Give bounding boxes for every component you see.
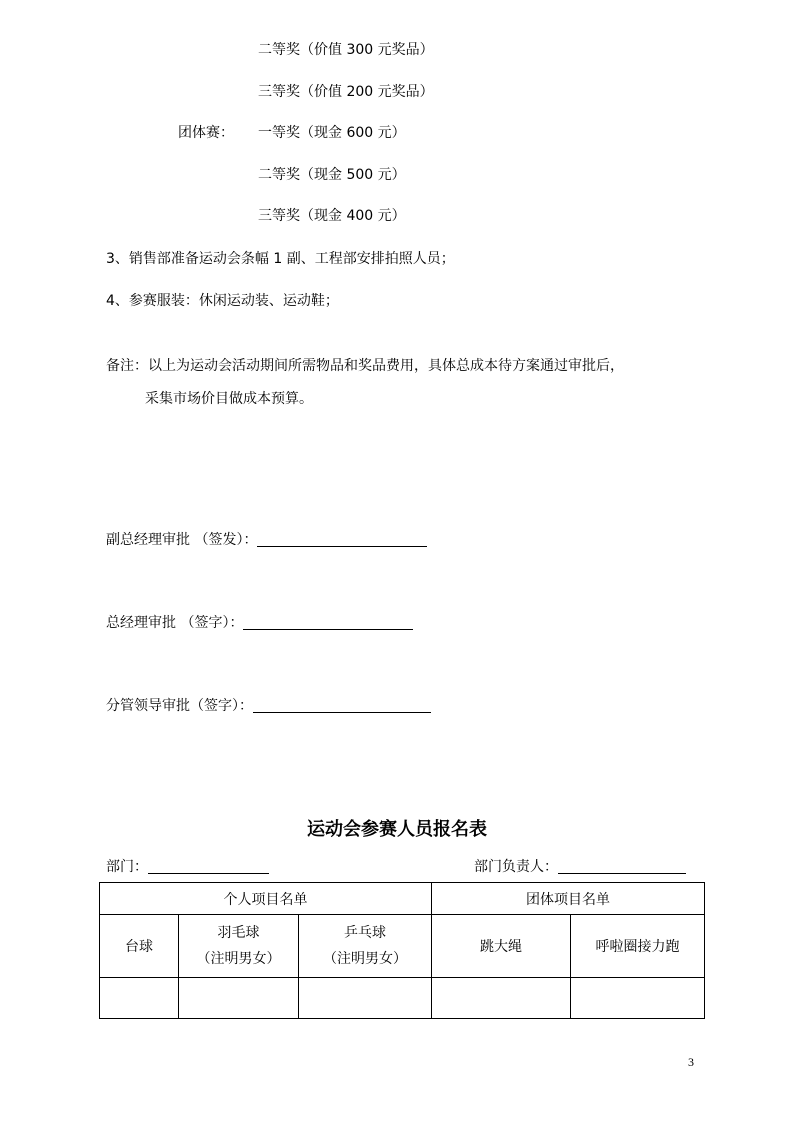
item-3: 3、销售部准备运动会条幅 1 副、工程部安排拍照人员； [106, 251, 455, 267]
signature-line[interactable] [253, 698, 431, 713]
group-team-header: 团体项目名单 [432, 883, 705, 915]
col-pingpong-note: （注明男女） [323, 951, 407, 967]
prize-team-second: 二等奖（现金 500 元） [258, 167, 406, 183]
table-row [100, 978, 705, 1019]
department-input-line[interactable] [148, 859, 269, 874]
col-badminton [179, 915, 299, 978]
table-cell[interactable] [571, 978, 705, 1019]
col-pingpong-label: 乒乓球 [344, 925, 386, 941]
approval-leader-label: 分管领导审批（签字）： [106, 698, 253, 714]
prize-team-first: 一等奖（现金 600 元） [258, 125, 406, 141]
person-in-charge-label: 部门负责人： [474, 859, 558, 875]
group-individual-header: 个人项目名单 [100, 883, 432, 915]
table-subheader-row [100, 915, 705, 978]
person-in-charge-input-line[interactable] [558, 859, 686, 874]
page-number: 3 [688, 1055, 694, 1069]
note-line-1: 备注：以上为运动会活动期间所需物品和奖品费用，具体总成本待方案通过审批后， [106, 358, 624, 374]
col-billiards: 台球 [100, 915, 179, 978]
col-badminton-note: （注明男女） [196, 951, 281, 967]
col-rope: 跳大绳 [432, 915, 571, 978]
approval-leader [106, 696, 431, 716]
approval-gm [106, 613, 413, 633]
department-field [106, 857, 269, 877]
table-cell[interactable] [432, 978, 571, 1019]
team-prize-label: 团体赛： [178, 125, 234, 141]
prize-individual-second: 二等奖（价值 300 元奖品） [258, 42, 434, 58]
signup-table [99, 882, 705, 1019]
approval-deputy-gm-label: 副总经理审批 （签发）： [106, 532, 258, 548]
table-cell[interactable] [299, 978, 432, 1019]
form-title: 运动会参赛人员报名表 [307, 819, 487, 840]
item-4: 4、参赛服装：休闲运动装、运动鞋； [106, 293, 339, 309]
signature-line[interactable] [243, 615, 413, 630]
col-badminton-label: 羽毛球 [217, 925, 260, 941]
table-cell[interactable] [100, 978, 179, 1019]
approval-deputy-gm [106, 530, 427, 550]
person-in-charge-field [474, 857, 686, 877]
col-pingpong [299, 915, 432, 978]
approval-gm-label: 总经理审批 （签字）： [106, 615, 244, 631]
note-line-2: 采集市场价目做成本预算。 [145, 391, 313, 407]
signature-line[interactable] [257, 532, 427, 547]
table-cell[interactable] [179, 978, 299, 1019]
department-label: 部门： [106, 859, 148, 875]
prize-individual-third: 三等奖（价值 200 元奖品） [258, 84, 434, 100]
col-relay: 呼啦圈接力跑 [571, 915, 705, 978]
table-header-row [100, 883, 705, 915]
prize-team-third: 三等奖（现金 400 元） [258, 208, 406, 224]
